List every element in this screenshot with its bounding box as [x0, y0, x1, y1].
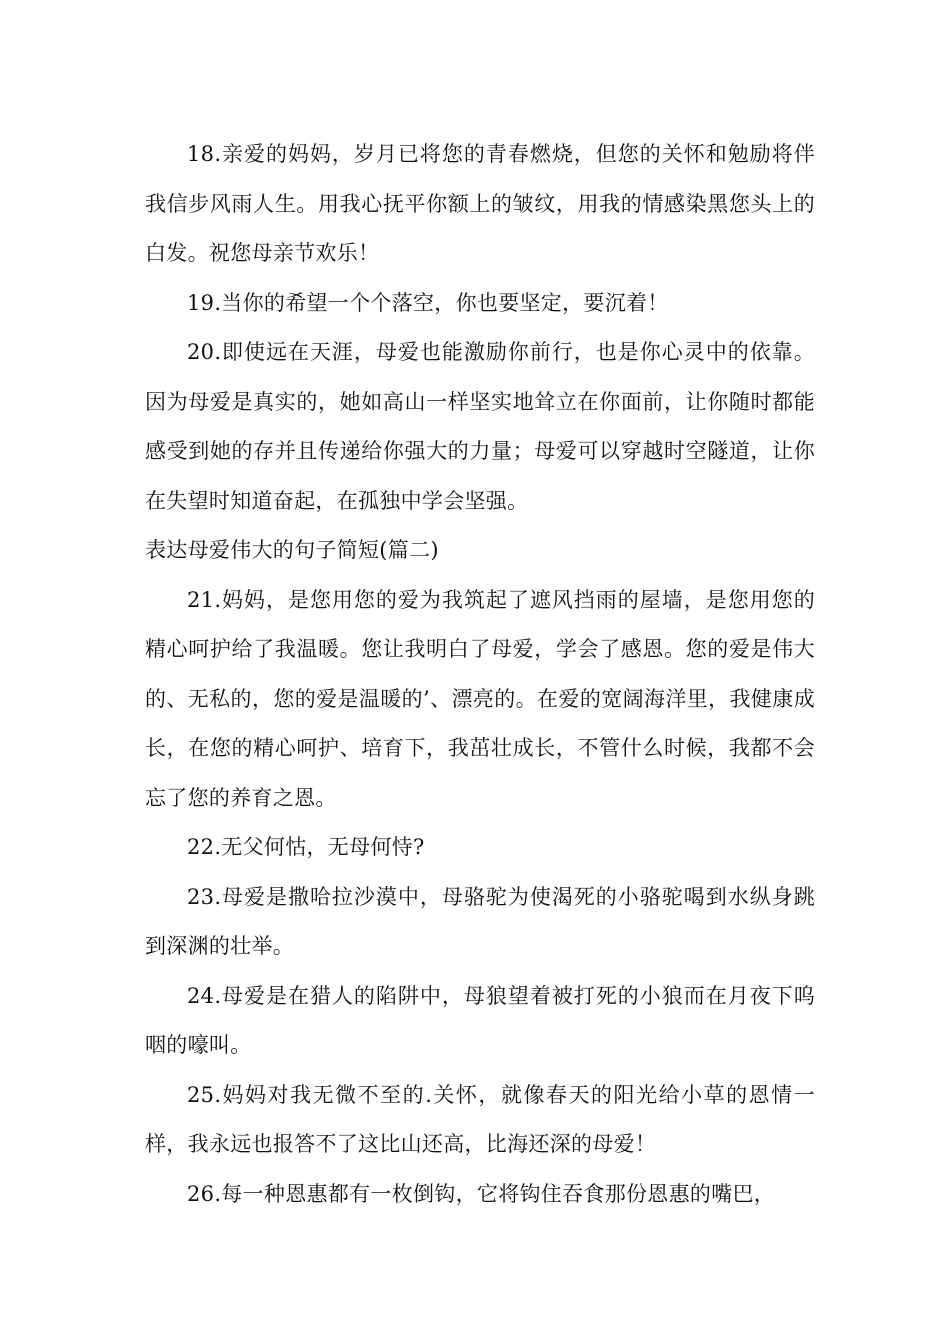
section-heading: 表达母爱伟大的句子简短(篇二) — [145, 538, 439, 562]
paragraph-23: 23.母爱是撒哈拉沙漠中，母骆驼为使渴死的小骆驼喝到水纵身跳到深渊的壮举。 — [145, 884, 815, 958]
paragraph-26: 26.每一种恩惠都有一枚倒钩，它将钩住吞食那份恩惠的嘴巴， — [187, 1181, 776, 1206]
paragraph-22: 22.无父何怙，无母何恃? — [187, 835, 425, 859]
document-body — [145, 130, 815, 1219]
paragraph-21: 21.妈妈，是您用您的爱为我筑起了遮风挡雨的屋墙，是您用您的精心呵护给了我温暖。您让我明白了母爱，学会了感恩。您的爱是伟大的、无私的，您的爱是温暖的’、漂亮的。在爱的宽阔海洋里，我健康成长，在您的精心呵护、培育下，我茁壮成长，不管什么时候，我都不会忘了您的养育之恩。 — [145, 587, 815, 810]
paragraph-18: 18.亲爱的妈妈，岁月已将您的青春燃烧，但您的关怀和勉励将伴我信步风雨人生。用我心抚平你额上的皱纹，用我的情感染黑您头上的白发。祝您母亲节欢乐！ — [145, 142, 815, 265]
paragraph-19: 19.当你的希望一个个落空，你也要坚定，要沉着！ — [187, 290, 669, 315]
paragraph-20: 20.即使远在天涯，母爱也能激励你前行，也是你心灵中的依靠。因为母爱是真实的，她如高山一样坚实地耸立在你面前，让你随时都能感受到她的存并且传递给你强大的力量；母爱可以穿越时空隧道，让你在失望时知道奋起，在孤独中学会坚强。 — [145, 340, 815, 513]
paragraph-25: 25.妈妈对我无微不至的.关怀，就像春天的阳光给小草的恩情一样，我永远也报答不了这比山还高，比海还深的母爱！ — [145, 1082, 815, 1156]
paragraph-24: 24.母爱是在猎人的陷阱中，母狼望着被打死的小狼而在月夜下呜咽的嚎叫。 — [145, 983, 815, 1057]
